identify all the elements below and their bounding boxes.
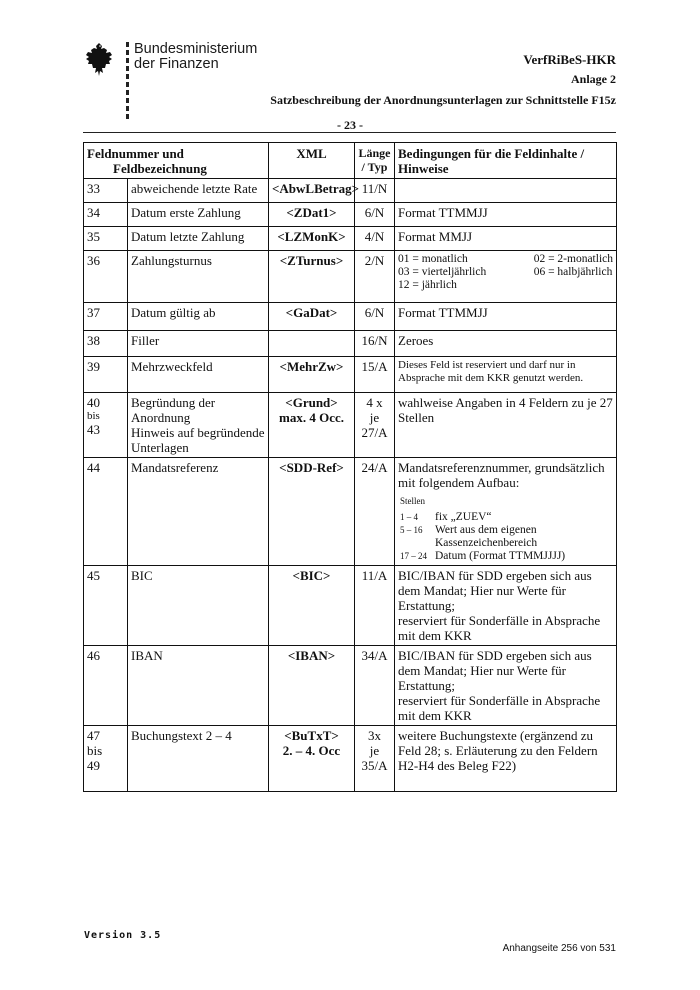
field-conditions: BIC/IBAN für SDD ergeben sich aus dem Mandat; Hier nur Werte für Erstattung; reserviert für Sonderfälle in Absprache mit dem KKR <box>395 646 617 726</box>
logo-stripe <box>126 42 129 120</box>
page-counter: Anhangseite 256 von 531 <box>502 943 616 954</box>
field-length: 4/N <box>355 227 395 251</box>
field-conditions: Mandatsreferenznummer, grundsätzlich mit folgendem Aufbau: Stellen 1 – 4 fix „ZUEV“ 5 – 16 Wert aus dem eigenen Kassenzeichenbereich 17 – 24 Datum (Format TTMMJJJJ) <box>395 458 617 566</box>
field-conditions: weitere Buchungstexte (ergänzend zu Feld 28; s. Erläuterung zu den Feldern H2-H4 des Beleg F22) <box>395 726 617 792</box>
header-field: Feldnummer und Feldbezeichnung <box>84 143 269 179</box>
field-length: 6/N <box>355 303 395 331</box>
ministry-logo <box>82 40 282 95</box>
field-length: 2/N <box>355 251 395 303</box>
field-conditions: Dieses Feld ist reserviert und darf nur in Absprache mit dem KKR genutzt werden. <box>395 357 617 393</box>
table-row <box>84 458 617 566</box>
page-number: - 23 - <box>337 118 363 132</box>
xml-tag: <AbwLBetrag> <box>269 179 355 203</box>
stellen-row: 1 – 4 fix „ZUEV“ <box>400 511 492 523</box>
field-number: 45 <box>84 566 128 646</box>
stellen-row: 5 – 16 Wert aus dem eigenen Kassenzeichenbereich <box>400 524 538 549</box>
field-number: 37 <box>84 303 128 331</box>
xml-tag: <ZDat1> <box>269 203 355 227</box>
field-number: 33 <box>84 179 128 203</box>
stellen-row: 17 – 24 Datum (Format TTMMJJJJ) <box>400 550 566 562</box>
field-number: 39 <box>84 357 128 393</box>
field-length: 11/A <box>355 566 395 646</box>
table-row <box>84 566 617 646</box>
field-name: Begründung der Anordnung Hinweis auf begründende Unterlagen <box>128 393 269 458</box>
version-label: Version 3.5 <box>84 930 162 941</box>
field-length: 4 x je 27/A <box>355 393 395 458</box>
field-conditions: Zeroes <box>395 331 617 357</box>
table-row <box>84 357 617 393</box>
ministry-name <box>134 42 257 72</box>
annex-label: Anlage 2 <box>571 72 616 86</box>
table-row <box>84 393 617 458</box>
field-name: abweichende letzte Rate <box>128 179 269 203</box>
field-conditions: Format TTMMJJ <box>395 303 617 331</box>
field-name: Buchungstext 2 – 4 <box>128 726 269 792</box>
field-name: Mehrzweckfeld <box>128 357 269 393</box>
field-number: 47 bis 49 <box>84 726 128 792</box>
field-length: 11/N <box>355 179 395 203</box>
table-row <box>84 179 617 203</box>
table-row <box>84 227 617 251</box>
doc-description: Satzbeschreibung der Anordnungsunterlagen zur Schnittstelle F15z <box>270 93 616 107</box>
table-row <box>84 251 617 303</box>
xml-tag: <GaDat> <box>269 303 355 331</box>
field-conditions: Format MMJJ <box>395 227 617 251</box>
xml-tag: <BuTxT> 2. – 4. Occ <box>269 726 355 792</box>
field-number: 46 <box>84 646 128 726</box>
field-name: Datum erste Zahlung <box>128 203 269 227</box>
xml-tag: <LZMonK> <box>269 227 355 251</box>
field-name: IBAN <box>128 646 269 726</box>
field-number: 40 bis 43 <box>84 393 128 458</box>
table-header-row <box>84 143 617 179</box>
xml-tag: <Grund> max. 4 Occ. <box>269 393 355 458</box>
field-number: 38 <box>84 331 128 357</box>
field-conditions: Format TTMMJJ <box>395 203 617 227</box>
xml-tag: <IBAN> <box>269 646 355 726</box>
table-row <box>84 203 617 227</box>
field-number: 44 <box>84 458 128 566</box>
field-number: 35 <box>84 227 128 251</box>
field-name: Filler <box>128 331 269 357</box>
table-row <box>84 726 617 792</box>
field-name: Datum gültig ab <box>128 303 269 331</box>
header-conditions: Bedingungen für die Feldinhalte / Hinweise <box>395 143 617 179</box>
field-number: 34 <box>84 203 128 227</box>
field-length: 15/A <box>355 357 395 393</box>
federal-eagle-icon <box>82 40 116 80</box>
field-spec-table <box>83 142 617 792</box>
field-name: BIC <box>128 566 269 646</box>
header-xml: XML <box>269 143 355 179</box>
field-name: Zahlungsturnus <box>128 251 269 303</box>
field-conditions: BIC/IBAN für SDD ergeben sich aus dem Mandat; Hier nur Werte für Erstattung; reserviert für Sonderfälle in Absprache mit dem KKR <box>395 566 617 646</box>
field-conditions: wahlweise Angaben in 4 Feldern zu je 27 Stellen <box>395 393 617 458</box>
xml-tag: <BIC> <box>269 566 355 646</box>
ministry-name-line1: Bundesministerium <box>134 41 258 57</box>
field-name: Datum letzte Zahlung <box>128 227 269 251</box>
table-row <box>84 646 617 726</box>
header-rule <box>83 132 616 133</box>
field-length: 34/A <box>355 646 395 726</box>
xml-tag: <MehrZw> <box>269 357 355 393</box>
field-length: 24/A <box>355 458 395 566</box>
field-conditions <box>395 179 617 203</box>
field-length: 16/N <box>355 331 395 357</box>
header-length: Länge / Typ <box>355 143 395 179</box>
field-name: Mandatsreferenz <box>128 458 269 566</box>
field-length: 6/N <box>355 203 395 227</box>
table-row <box>84 303 617 331</box>
field-number: 36 <box>84 251 128 303</box>
xml-tag: <ZTurnus> <box>269 251 355 303</box>
field-conditions: 01 = monatlich 03 = vierteljährlich 12 = jährlich 02 = 2-monatlich 06 = halbjährlich <box>395 251 617 303</box>
xml-tag: <SDD-Ref> <box>269 458 355 566</box>
xml-tag <box>269 331 355 357</box>
table-row <box>84 331 617 357</box>
ministry-name-line2: der Finanzen <box>134 56 219 72</box>
doc-code: VerfRiBeS-HKR <box>523 52 616 67</box>
field-length: 3x je 35/A <box>355 726 395 792</box>
